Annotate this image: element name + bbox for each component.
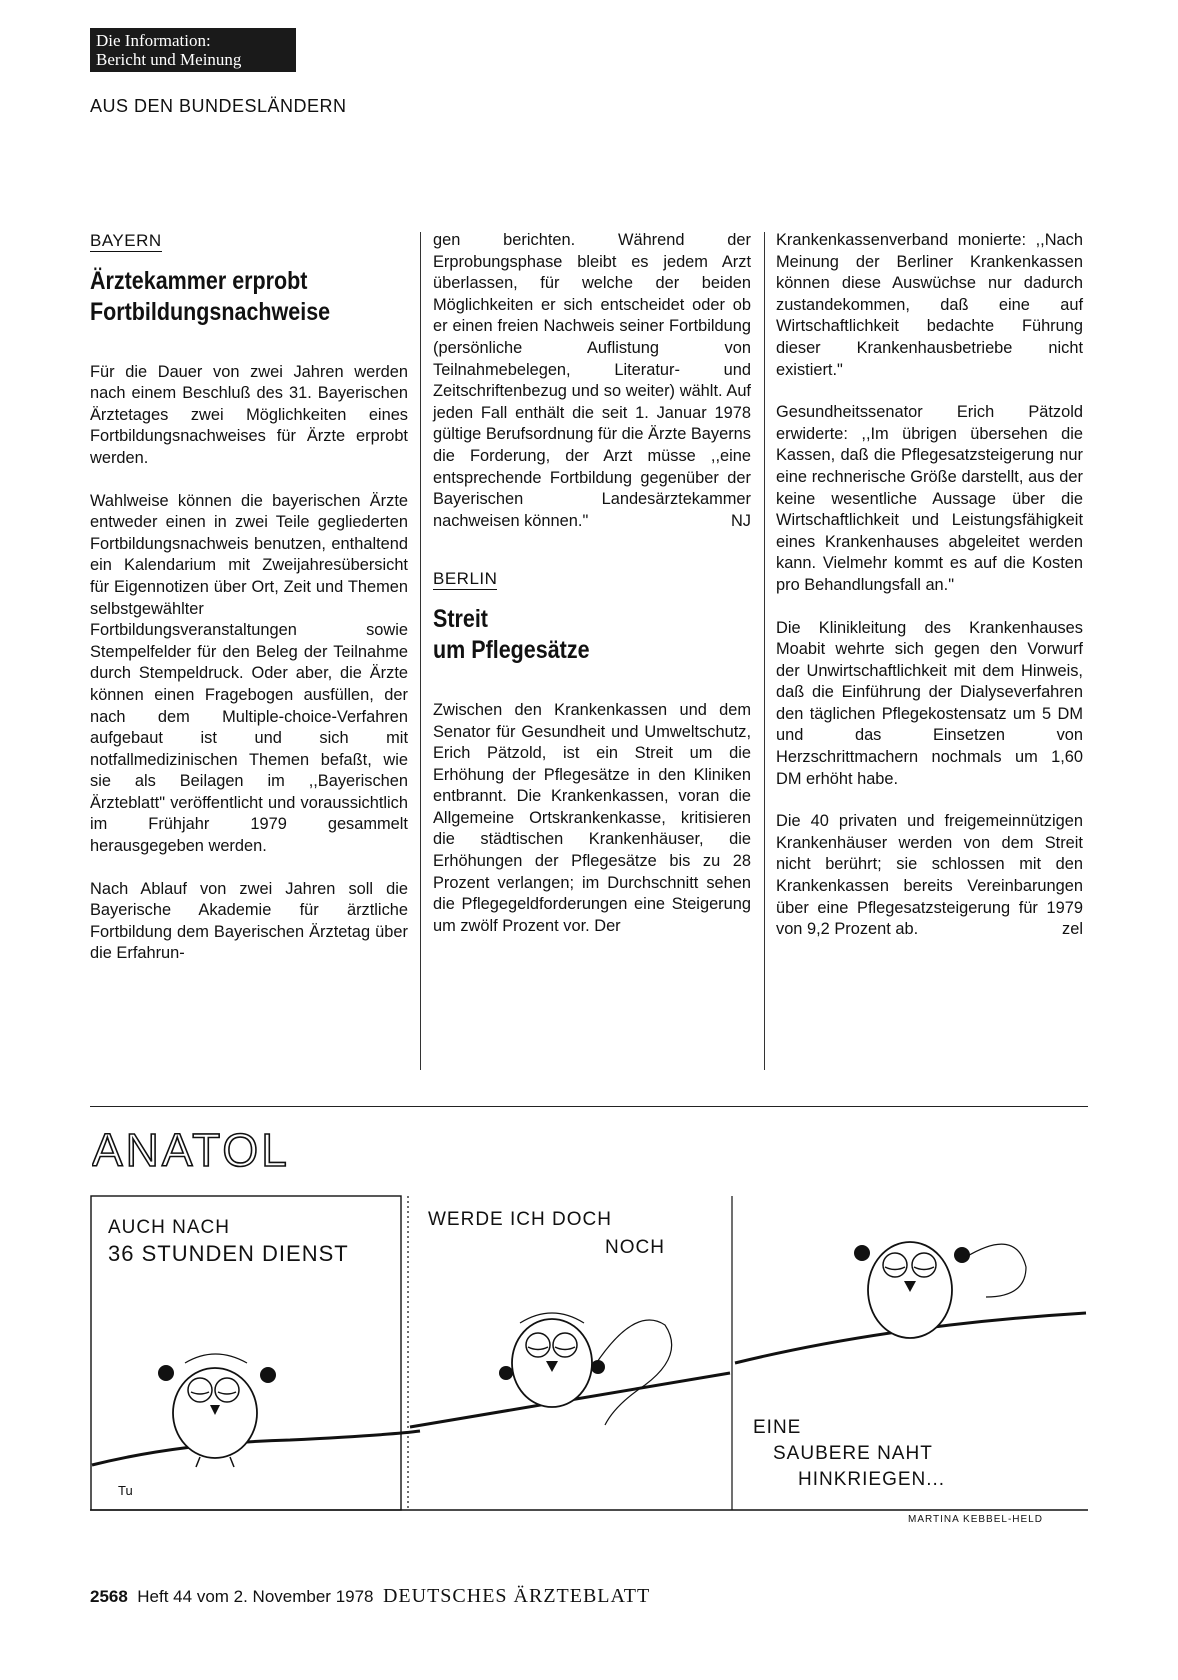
headline-line-2: um Pflegesätze (433, 635, 590, 664)
article-2-paragraph-2: Krankenkassenverband monierte: ,,Nach Meinung der Berliner Krankenkassen können diese Auswüchse nur dadurch zustandekommen, daß eine auf Wirtschaftlichkeit bedachte Führung dieser Krankenhausbetriebe nicht existiert." (776, 231, 1083, 379)
panel-1-caption-line-2: 36 STUNDEN DIENST (108, 1241, 349, 1266)
article-1-paragraph-1: Für die Dauer von zwei Jahren werden nach einem Beschluß des 31. Bayerischen Ärztetages zwei Möglichkeiten eines Fortbildungsnachweises für Ärzte erprobt werden. (90, 362, 408, 467)
article-2-paragraph-4: Die Klinikleitung des Krankenhauses Moabit wehrte sich gegen den Vorwurf der Unwirtschaftlichkeit mit dem Hinweis, daß die Einführung der Dialyseverfahren den täglichen Pflegekostensatz um 5 DM und das Einsetzen von Herzschrittmachern nochmals um 1,60 DM erhöht habe. (776, 618, 1083, 788)
comic-strip (90, 1195, 1088, 1511)
panel-1-initials: Tu (118, 1483, 133, 1498)
article-2-signature: zel (1062, 920, 1083, 939)
issue-info: Heft 44 vom 2. November 1978 (137, 1587, 374, 1606)
magazine-name: DEUTSCHES ÄRZTEBLATT (382, 1585, 651, 1607)
rubric-line-2: Bericht und Meinung (96, 50, 242, 69)
comic-title (92, 1120, 322, 1180)
rubric-label (90, 28, 296, 72)
article-2-paragraph-5: Die 40 privaten und freigemeinnützigen Krankenhäuser werden von dem Streit nicht berührt; sie schlossen mit den Krankenkassen bereits Vereinbarungen über eine Pflegesatzsteigerung für 1979 von 9,2 Prozent ab. zel (776, 811, 1083, 941)
headline-line-1: Ärztekammer erprobt (90, 266, 308, 295)
panel-3-caption-line-1: EINE (753, 1417, 802, 1438)
column-divider-2 (764, 232, 765, 1070)
rubric-line-1: Die Information: (96, 31, 211, 50)
owl-panel-3 (854, 1242, 1026, 1338)
region-bayern: BAYERN (90, 231, 162, 250)
panel-3-caption-line-2: SAUBERE NAHT (773, 1443, 933, 1464)
panel-3-caption-line-3: HINKRIEGEN... (798, 1469, 946, 1490)
comic-top-rule (90, 1106, 1088, 1107)
headline-article-1 (90, 266, 363, 328)
panel-2-caption-line-2: NOCH (605, 1237, 665, 1258)
column-1 (90, 230, 408, 986)
column-2 (433, 230, 751, 958)
article-1-paragraph-2: Wahlweise können die bayerischen Ärzte entweder einen in zwei Teile gegliederten Fortbildungsnachweis benutzen, enthaltend ein Kalendarium mit Zweijahresübersicht für Eigennotizen über Ort, Zeit und Themen selbstgewählter Fortbildungsveranstaltungen sowie Stempelfelder für den Beleg der Teilnahme durch Stempeldruck. Oder aber, die Ärzte können einen Fragebogen ausfüllen, der nach dem Multiple-choice-Verfahren aufgebaut ist und sich mit notfallmedizinischen Themen befaßt, wie sie als Beilagen im ,,Bayerischen Ärzteblatt" veröffentlicht und voraussichtlich im Frühjahr 1979 gesammelt herausgegeben werden. (90, 491, 408, 856)
region-berlin: BERLIN (433, 569, 498, 589)
column-3 (776, 230, 1083, 962)
page-footer (90, 1585, 650, 1608)
headline-line-2: Fortbildungsnachweise (90, 297, 331, 326)
article-1-paragraph-3: Nach Ablauf von zwei Jahren soll die Bayerische Akademie für ärztliche Fortbildung dem Bayerischen Ärztetag über die Erfahrun- (90, 879, 408, 963)
column-divider-1 (420, 232, 421, 1070)
page-number: 2568 (90, 1587, 128, 1606)
headline-article-2 (433, 604, 706, 666)
headline-line-1: Streit (433, 604, 488, 633)
artist-credit: MARTINA KEBBEL-HELD (908, 1514, 1043, 1525)
article-2-paragraph-1: Zwischen den Krankenkassen und dem Senator für Gesundheit und Umweltschutz, Erich Pätzold, ist ein Streit um die Erhöhung der Pflegesätze in den Kliniken entbrannt. Die Krankenkassen, voran die Allgemeine Ortskrankenkasse, kritisieren die städtischen Krankenhäuser, die Erhöhungen der Pflegesätze bis zu 28 Prozent verlangen; im Durchschnitt sehen die Pflegegeldforderungen eine Steigerung um zwölf Prozent vor. Der (433, 700, 751, 935)
svg-text:ANATOL: ANATOL (92, 1124, 290, 1176)
article-1-paragraph-4: gen berichten. Während der Erprobungsphase bleibt es jedem Arzt überlassen, für welche der beiden Möglichkeiten er sich entscheidet oder ob er einen freien Nachweis seiner Fortbildung (persönliche Auflistung von Teilnahmebelegen, Literatur- und Zeitschriftenbezug und so weiter) wählt. Auf jeden Fall enthält die seit 1. Januar 1978 gültige Berufsordnung für die Ärzte Bayerns die Forderung, der Arzt müsse ,,eine entsprechende Fortbildung gegenüber der Bayerischen Landesärztekammer nachweisen können." NJ (433, 230, 751, 532)
article-2-paragraph-3: Gesundheitssenator Erich Pätzold erwiderte: ,,Im übrigen übersehen die Kassen, daß die Pflegesatzsteigerung nur eine rechnerische Größe darstellt, aus der keine wesentliche Aussage über die Wirtschaftlichkeit und Leistungsfähigkeit eines Krankenhauses abgeleitet werden kann. Vielmehr kommt es auf die Kosten pro Behandlungsfall an." (776, 403, 1083, 594)
panel-2-caption-line-1: WERDE ICH DOCH (428, 1209, 612, 1230)
section-title: AUS DEN BUNDESLÄNDERN (90, 96, 347, 116)
panel-1-caption-line-1: AUCH NACH (108, 1217, 230, 1238)
article-1-signature: NJ (730, 511, 751, 530)
